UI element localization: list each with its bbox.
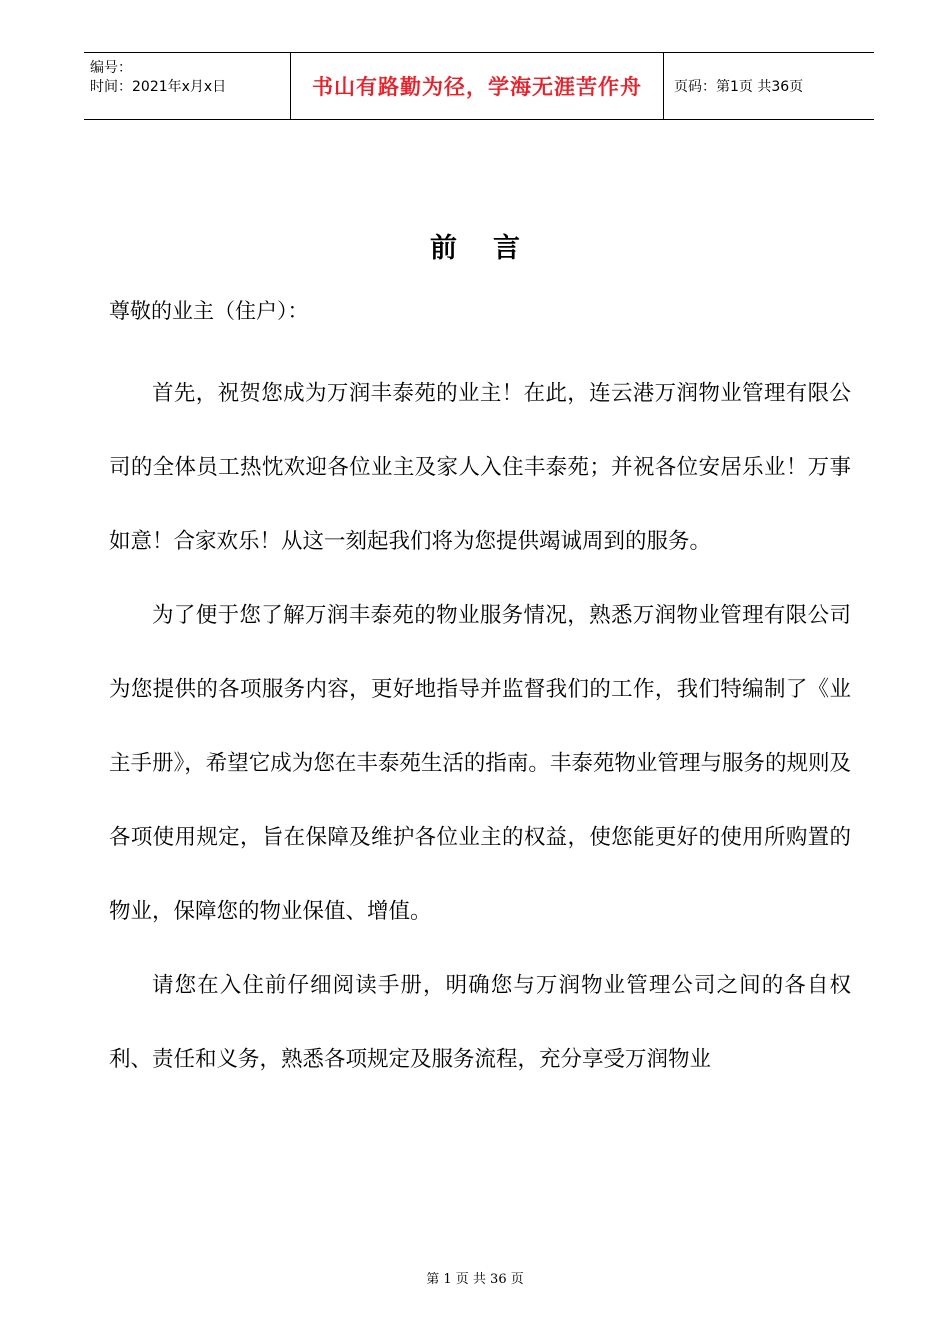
header-motto: 书山有路勤为径，学海无涯苦作舟 — [291, 53, 664, 119]
paragraph-3: 请您在入住前仔细阅读手册，明确您与万润物业管理公司之间的各自权利、责任和义务，熟悉各项规定及服务流程，充分享受万润物业 — [109, 973, 851, 1072]
document-date: 时间：2021年x月x日 — [90, 79, 227, 95]
header-meta — [84, 53, 291, 119]
page-header — [84, 52, 874, 120]
document-title: 前言 — [430, 233, 556, 264]
paragraph-2: 为了便于您了解万润丰泰苑的物业服务情况，熟悉万润物业管理有限公司为您提供的各项服务内容，更好地指导并监督我们的工作，我们特编制了《业主手册》，希望它成为您在丰泰苑生活的指南。丰泰苑物业管理与服务的规则及各项使用规定，旨在保障及维护各位业主的权益，使您能更好的使用所购置的物业，保障您的物业保值、增值。 — [109, 603, 851, 924]
document-body — [109, 357, 851, 1097]
salutation: 尊敬的业主（住户）： — [109, 299, 309, 323]
document-number-label: 编号： — [90, 60, 132, 76]
header-page-info: 页码：第1页 共36页 — [674, 79, 804, 95]
page-footer: 第 1 页 共 36 页 — [426, 1272, 524, 1287]
paragraph-1: 首先，祝贺您成为万润丰泰苑的业主！在此，连云港万润物业管理有限公司的全体员工热忱欢迎各位业主及家人入住丰泰苑；并祝各位安居乐业！万事如意！合家欢乐！从这一刻起我们将为您提供竭诚周到的服务。 — [109, 381, 851, 554]
